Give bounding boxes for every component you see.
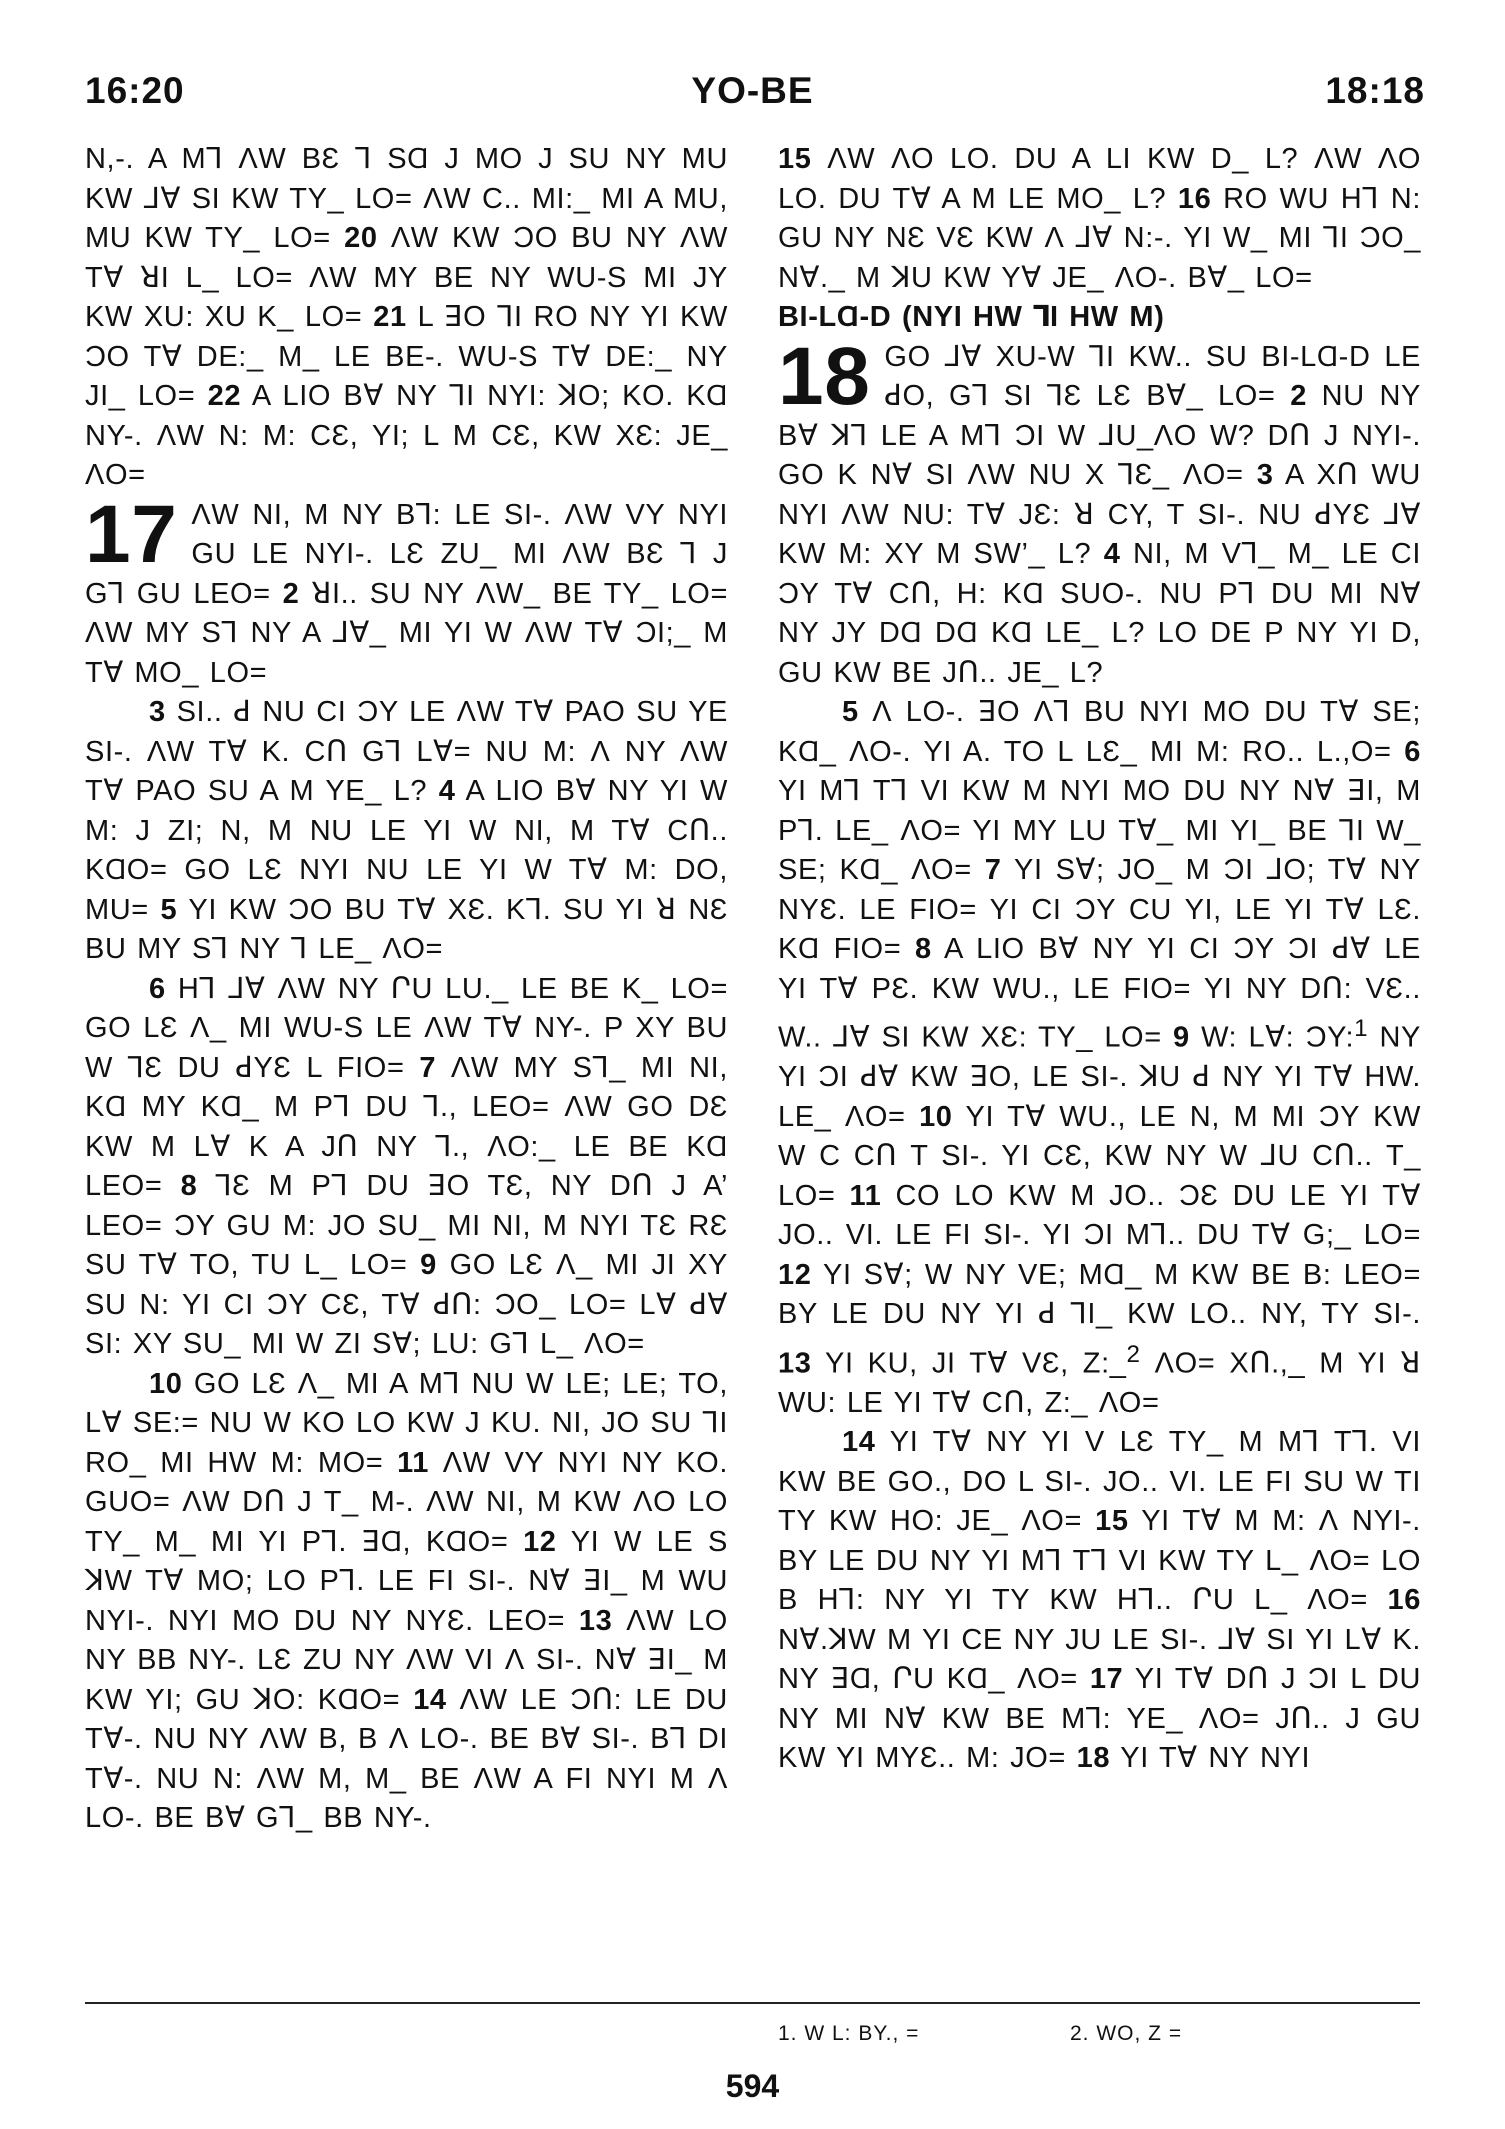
- verse-number: 13: [578, 1604, 613, 1637]
- verse-number: 17: [1089, 1663, 1124, 1696]
- paragraph: [778, 140, 1421, 298]
- verse-number: 16: [1387, 1584, 1421, 1617]
- verse-number: 22: [207, 380, 242, 412]
- text-run: ɅW LO NY BB NY-. LƐ ZU NY ɅW VI Ʌ SI-. NⱯ ꓱI_ M KW YI; GU ꓘO: KⱭO=: [85, 1604, 728, 1716]
- text-run: ɅW LE ƆՈ: LE DU TⱯ-. NU NY ɅW B, B Ʌ LO-. BE BⱯ SI-. B⅂ DI TⱯ-. NU N: ɅW M, M_ BE ɅW A FI NYI M Ʌ LO-. BE BⱯ G⅂_ BB NY-.: [85, 1683, 728, 1834]
- text-run: YI W LE S ꓘW TⱯ MO; LO P⅂. LE FI SI-. NⱯ ꓱI_ M WU NYI-. NYI MO DU NY NYƐ. LEO=: [85, 1525, 728, 1637]
- text-run: A LIO BⱯ NY ꓶI NYI: ꓘO; KO. KⱭ NY-. ɅW N: M: CƐ, YI; L M CƐ, KW XƐ: JE_ ɅO=: [85, 380, 728, 491]
- verse-number: 2: [1290, 380, 1307, 412]
- verse-number: 2: [282, 577, 300, 610]
- verse-number: 10: [149, 1367, 183, 1400]
- paragraph: [778, 693, 1421, 1423]
- text-run: A LIO BⱯ NY YI W M: J ZI; N, M NU LE YI W NI, M TⱯ CՈ.. KⱭO= GO LƐ NYI NU LE YI W TⱯ M: DO, MU=: [85, 775, 728, 926]
- text-run: ꓤI.. SU NY ɅW_ BE TY_ LO= ɅW MY S⅂ NY A ⅃Ɐ_ MI YI W ɅW TⱯ ƆI;_ M TⱯ MO_ LO=: [85, 577, 728, 689]
- verse-number: 15: [778, 143, 812, 175]
- text-run: GO ⅃Ɐ XU-W ꓶI KW.. SU BI-LⱭ-D LE ꓒO, G⅂ SI ꓶƐ LƐ BⱯ_ LO=: [884, 340, 1421, 412]
- text-run: CO LO KW M JO.. ƆƐ DU LE YI TⱯ JO.. VI. LE FI SI-. YI ƆI M⅂.. DU TⱯ G;_ LO=: [778, 1179, 1421, 1252]
- paragraph: [778, 1423, 1421, 1779]
- verse-number: 6: [1404, 735, 1421, 768]
- verse-number: 8: [915, 933, 932, 965]
- text-run: NY YI ƆI ꓒⱯ KW ꓱO, LE SI-. ꓘU ꓒ NY YI TⱯ HW. LE_ ɅO=: [778, 1021, 1421, 1133]
- header-book-title: YO-BE: [691, 70, 814, 111]
- chapter-number: 17: [85, 488, 178, 580]
- text-run: ɅW VY NYI NY KO. GUO= ɅW DՈ J T_ M-. ɅW NI, M KW ɅO LO TY_ M_ MI YI P⅂. ꓱⱭ, KⱭO=: [85, 1446, 728, 1558]
- verse-number: 18: [1076, 1742, 1111, 1775]
- text-run: GO LƐ Ʌ_ MI A M⅂ NU W LE; LE; TO, LⱯ SE:= NU W KO LO KW J KU. NI, JO SU ꓶI RO_ MI HW M: MO=: [85, 1367, 728, 1479]
- text-run: ꓶƐ M P⅂ DU ꓱO TƐ, NY DՈ J A’ LEO= ƆY GU M: JO SU_ MI NI, M NYI TƐ RƐ SU TⱯ TO, TU L_ LO=: [85, 1170, 728, 1281]
- text-run: YI KW ƆO BU TⱯ XƐ. K⅂. SU YI ꓤ NƐ BU MY S⅂ NY ⅂ LE_ ɅO=: [85, 893, 728, 965]
- verse-number: 6: [149, 972, 166, 1005]
- text-column-right: [778, 140, 1421, 1779]
- text-run: YI TⱯ DՈ J ƆI L DU NY MI NⱯ KW BE M⅂: YE_ ɅO= JՈ.. J GU KW YI MYƐ.. M: JO=: [778, 1663, 1421, 1775]
- text-run: ɅO= XՈ.,_ M YI ꓤ WU: LE YI TⱯ CՈ, Z:_ ɅO=: [778, 1347, 1421, 1419]
- text-run: ɅW MY S⅂_ MI NI, KⱭ MY KⱭ_ M P⅂ DU ⅂., LEO= ɅW GO DƐ KW M LⱯ K A JՈ NY ⅂., ɅO:_ LE BE KⱭ LEO=: [85, 1051, 728, 1202]
- header-right-reference: 18:18: [1325, 70, 1425, 111]
- footnote: 2. WO, Z =: [1070, 2022, 1183, 2045]
- verse-number: 3: [1256, 459, 1274, 491]
- header-left-reference: 16:20: [85, 70, 185, 111]
- text-run: NU NY BⱯ ꓘ⅂ LE A M⅂ ƆI W ⅃U_ɅO W? DՈ J NYI-. GO K NⱯ SI ɅW NU X ꓶƐ_ ɅO=: [778, 380, 1421, 491]
- verse-number: 20: [344, 222, 378, 254]
- text-run: YI SⱯ; JO_ M ƆI ⅃O; TⱯ NY NYƐ. LE FIO= YI CI ƆY CU YI, LE YI TⱯ LƐ. KⱭ FIO=: [778, 854, 1421, 965]
- text-run: YI M⅂ T⅂ VI KW M NYI MO DU NY NⱯ ꓱI, M P⅂. LE_ ɅO= YI MY LU TⱯ_ MI YI_ BE ꓶI W_ SE; KⱭ_ ɅO=: [778, 775, 1421, 886]
- verse-number: 12: [523, 1525, 557, 1558]
- footnote-marker: 1: [1354, 1015, 1369, 1042]
- verse-number: 9: [1173, 1021, 1190, 1054]
- verse-number: 4: [438, 775, 456, 807]
- verse-number: 7: [419, 1051, 437, 1084]
- verse-number: 11: [849, 1179, 882, 1212]
- text-run: Ʌ LO-. ꓱO Ʌ⅂ BU NYI MO DU TⱯ SE; KⱭ_ ɅO-. YI A. TO L LƐ_ MI M: RO.. L.,O=: [778, 696, 1421, 768]
- text-run: YI KU, JI TⱯ VƐ, Z:_: [825, 1347, 1127, 1380]
- text-run: YI TⱯ NY YI V LƐ TY_ M M⅂ T⅂. VI KW BE GO., DO L SI-. JO.. VI. LE FI SU W TI TY KW HO: JE_ ɅO=: [778, 1426, 1421, 1538]
- text-run: A XՈ WU NYI ɅW NU: TⱯ JƐ: ꓤ CY, T SI-. NU ꓒYƐ ⅃Ɐ KW M: XY M SW’_ L?: [778, 459, 1421, 570]
- text-column-left: [85, 140, 728, 1839]
- verse-number: 16: [1177, 182, 1212, 215]
- text-run: YI TⱯ NY NYI: [1120, 1742, 1311, 1775]
- verse-number: 15: [1095, 1505, 1129, 1538]
- text-run: YI TⱯ WU., LE N, M MI ƆY KW W C CՈ T SI-. YI CƐ, KW NY W ⅃U CՈ.. T_ LO=: [778, 1100, 1421, 1212]
- verse-number: 11: [397, 1446, 429, 1479]
- text-run: W: LⱯ: ƆY:: [1201, 1021, 1355, 1054]
- paragraph: [85, 140, 728, 496]
- verse-number: 5: [842, 696, 859, 728]
- text-run: H⅂ ⅃Ɐ ɅW NY ՐU LU._ LE BE K_ LO= GO LƐ Ʌ_ MI WU-S LE ɅW TⱯ NY-. P XY BU W ꓶƐ DU ꓒYƐ L FIO=: [85, 972, 728, 1084]
- text-run: NI, M V⅂_ M_ LE CI ƆY TⱯ CՈ, H: KⱭ SUO-. NU P⅂ DU MI NⱯ NY JY DⱭ DⱭ KⱭ LE_ L? LO DE P NY YI D, GU KW BE JՈ.. JE_ L?: [778, 538, 1421, 689]
- chapter-title: BI-LⱭ-D (NYI HW ꓶI HW M): [778, 301, 1165, 333]
- text-run: SI.. ꓒ NU CI ƆY LE ɅW TⱯ PAO SU YE SI-. ɅW TⱯ K. CՈ G⅂ LⱯ= NU M: Ʌ NY ɅW TⱯ PAO SU A M YE_ L?: [85, 696, 728, 807]
- verse-number: 5: [160, 893, 178, 926]
- verse-number: 13: [778, 1347, 812, 1380]
- text-run: A LIO BⱯ NY YI CI ƆY ƆI ꓒⱯ LE YI TⱯ PƐ. KW WU., LE FIO= YI NY DՈ: VƐ.. W.. ⅃Ɐ SI KW XƐ: TY_ LO=: [778, 933, 1421, 1054]
- text-run: N,-. A M⅂ ɅW BƐ ⅂ SⱭ J MO J SU NY MU KW ⅃Ɐ SI KW TY_ LO= ɅW C.. MI:_ MI A MU, MU KW TY_ LO=: [85, 143, 728, 254]
- text-run: GO LƐ Ʌ_ MI JI XY SU N: YI CI ƆY CƐ, TⱯ ꓒՈ: ƆO_ LO= LⱯ ꓒⱯ SI: XY SU_ MI W ZI SⱯ; LU: G⅂ L_ ɅO=: [85, 1249, 728, 1360]
- verse-number: 12: [778, 1258, 812, 1291]
- verse-number: 4: [1103, 538, 1121, 570]
- verse-number: 8: [180, 1170, 198, 1202]
- verse-number: 7: [984, 854, 1002, 886]
- paragraph: [85, 1365, 728, 1839]
- text-run: L ꓱO ꓶI RO NY YI KW ƆO TⱯ DE:_ M_ LE BE-. WU-S TⱯ DE:_ NY JI_ LO=: [85, 301, 728, 412]
- verse-number: 9: [420, 1249, 437, 1281]
- text-run: YI TⱯ M M: Ʌ NYI-. BY LE DU NY YI M⅂ T⅂ VI KW TY L_ ɅO= LO B H⅂: NY YI TY KW H⅂.. ՐU L_ ɅO=: [778, 1505, 1421, 1617]
- page-number: 594: [725, 2068, 780, 2104]
- verse-number: 10: [919, 1100, 953, 1133]
- text-run: ɅW KW ƆO BU NY ɅW TⱯ ꓤI L_ LO= ɅW MY BE NY WU-S MI JY KW XU: XU K_ LO=: [85, 222, 728, 333]
- text-run: ɅW NI, M NY B⅂: LE SI-. ɅW VY NYI GU LE NYI-. LƐ ZU_ MI ɅW BƐ ⅂ J G⅂ GU LEO=: [85, 498, 728, 610]
- footnote-divider: [85, 2002, 1420, 2004]
- paragraph: [85, 488, 728, 694]
- verse-number: 3: [149, 696, 166, 728]
- paragraph: [85, 693, 728, 970]
- paragraph: [778, 330, 1421, 694]
- text-run: NⱯ.ꓘW M YI CE NY JU LE SI-. ⅃Ɐ SI YI LⱯ K. NY ꓱⱭ, ՐU KⱭ_ ɅO=: [778, 1623, 1421, 1696]
- text-run: YI SⱯ; W NY VE; MⱭ_ M KW BE B: LEO= BY LE DU NY YI ꓒ ꓶI_ KW LO.. NY, TY SI-.: [778, 1258, 1421, 1331]
- text-run: RO WU H⅂ N: GU NY NƐ VƐ KW Ʌ ⅃Ɐ N:-. YI W_ MI ꓶI ƆO_ NⱯ._ M ꓘU KW YⱯ JE_ ɅO-. BⱯ_ LO=: [778, 182, 1422, 294]
- text-run: ɅW ɅO LO. DU A LI KW D_ L? ɅW ɅO LO. DU TⱯ A M LE MO_ L?: [778, 143, 1421, 215]
- paragraph: [85, 970, 728, 1365]
- verse-number: 21: [373, 301, 407, 333]
- verse-number: 14: [842, 1426, 876, 1459]
- chapter-number: 18: [778, 330, 871, 422]
- verse-number: 14: [413, 1683, 447, 1716]
- footnote: 1. W L: BY., =: [778, 2022, 920, 2045]
- footnote-marker: 2: [1126, 1340, 1141, 1368]
